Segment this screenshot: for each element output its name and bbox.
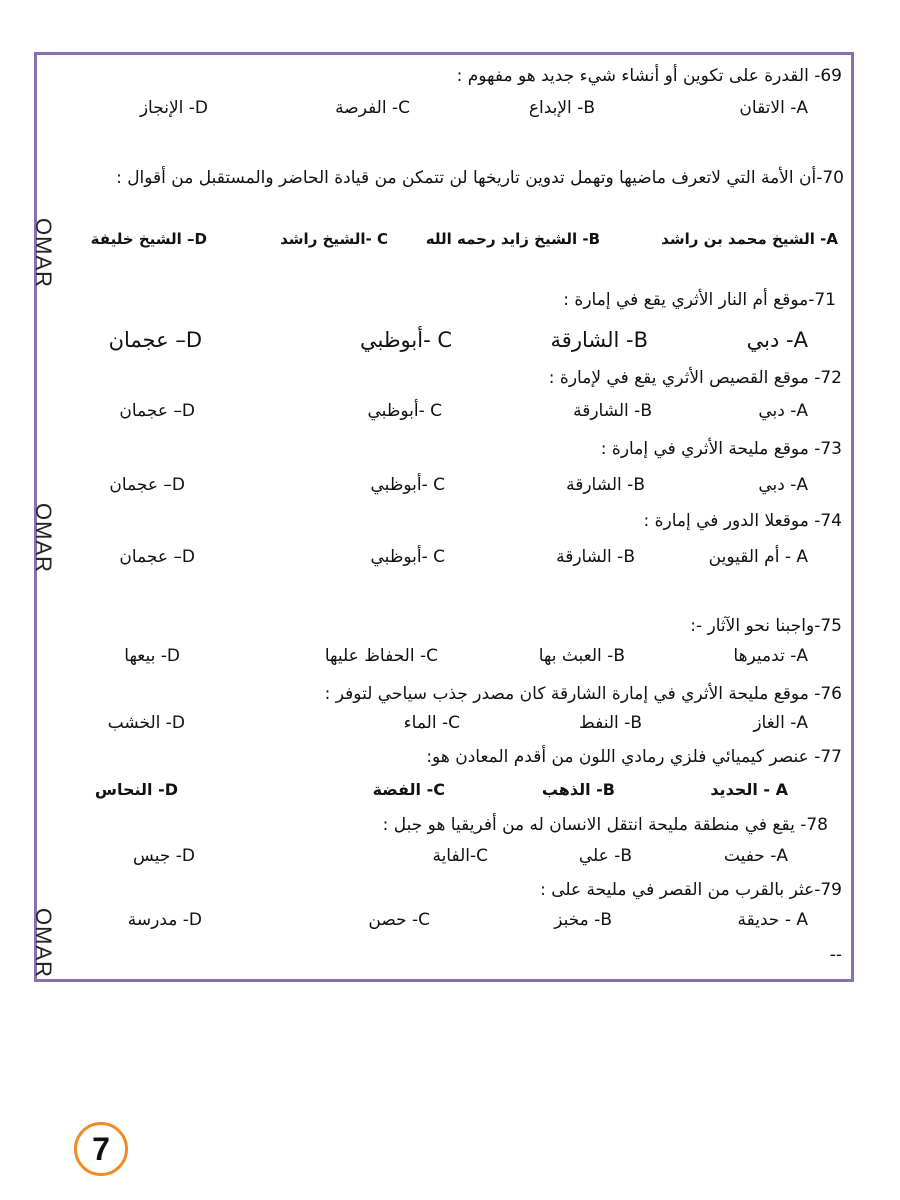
options-73	[0, 475, 900, 505]
option-b[interactable]: B- الذهب	[541, 780, 615, 799]
options-74	[0, 547, 900, 577]
end-mark: --	[829, 945, 842, 965]
question-77: 77- عنصر كيميائي فلزي رمادي اللون من أقدم المعادن هو:	[426, 747, 842, 767]
question-76: 76- موقع مليحة الأثري في إمارة الشارقة كان مصدر جذب سياحي لتوفر :	[324, 684, 842, 704]
option-d[interactable]: D- جيس	[133, 846, 195, 866]
question-75: 75-واجبنا نحو الآثار -:	[690, 616, 842, 636]
watermark-middle: OMAR	[31, 503, 56, 573]
option-b[interactable]: B- الشارقة	[550, 328, 648, 352]
option-b[interactable]: B- الشارقة	[566, 475, 645, 495]
option-a[interactable]: A- دبي	[758, 401, 808, 421]
question-78: 78- يقع في منطقة مليحة انتقل الانسان له من أفريقيا هو جبل :	[382, 815, 828, 835]
question-70: 70-أن الأمة التي لاتعرف ماضيها وتهمل تدوين تاريخها لن تتمكن من قيادة الحاضر والمستقبل من أقوال :	[116, 168, 844, 188]
option-a[interactable]: A - أم القيوين	[708, 547, 808, 567]
option-d[interactable]: D– عجمان	[119, 401, 195, 421]
page-number: 7	[92, 1130, 110, 1167]
option-b[interactable]: B- الإبداع	[528, 98, 595, 118]
option-d[interactable]: D– عجمان	[108, 328, 202, 352]
option-d[interactable]: D- الإنجاز	[139, 98, 208, 118]
option-b[interactable]: B- الشارقة	[573, 401, 652, 421]
option-d[interactable]: D- مدرسة	[127, 910, 202, 930]
option-c[interactable]: C- الفرصة	[335, 98, 410, 118]
options-69	[0, 98, 900, 128]
options-72	[0, 401, 900, 431]
watermark-top: OMAR	[31, 218, 56, 288]
option-a[interactable]: A - حديقة	[737, 910, 808, 930]
option-b[interactable]: B- مخبز	[554, 910, 612, 930]
option-d[interactable]: D– عجمان	[109, 475, 185, 495]
options-77	[0, 780, 900, 810]
page-number-badge	[74, 1122, 128, 1176]
question-73: 73- موقع مليحة الأثري في إمارة :	[600, 439, 842, 459]
option-b[interactable]: B- علي	[578, 846, 632, 866]
option-b[interactable]: B- العبث بها	[538, 646, 625, 666]
option-d[interactable]: D- الخشب	[107, 713, 185, 733]
option-c[interactable]: C-الفاية	[432, 846, 488, 866]
option-a[interactable]: A- تدميرها	[733, 646, 808, 666]
options-71	[0, 328, 900, 358]
option-b[interactable]: B- الشيخ زايد رحمه الله	[425, 230, 600, 248]
options-70	[0, 230, 900, 260]
option-c[interactable]: C -الشيخ راشد	[280, 230, 388, 248]
option-d[interactable]: D- بيعها	[124, 646, 180, 666]
option-b[interactable]: B- الشارقة	[556, 547, 635, 567]
options-78	[0, 846, 900, 876]
option-a[interactable]: A- الاتقان	[739, 98, 808, 118]
option-b[interactable]: B- النفط	[579, 713, 642, 733]
option-d[interactable]: D- النحاس	[94, 780, 178, 799]
option-a[interactable]: A- الشيخ محمد بن راشد	[661, 230, 838, 248]
option-a[interactable]: A - الحديد	[710, 780, 788, 799]
option-c[interactable]: C -أبوظبي	[367, 401, 442, 421]
option-c[interactable]: C- الماء	[403, 713, 460, 733]
option-c[interactable]: C- الفضة	[372, 780, 445, 799]
option-c[interactable]: C- حصن	[368, 910, 430, 930]
watermark-bottom: OMAR	[31, 908, 56, 978]
options-75	[0, 646, 900, 676]
options-76	[0, 713, 900, 743]
question-72: 72- موقع القصيص الأثري يقع في لإمارة :	[548, 368, 842, 388]
question-74: 74- موقعلا الدور في إمارة :	[643, 511, 842, 531]
option-a[interactable]: A- حفيت	[723, 846, 788, 866]
option-d[interactable]: D– الشيخ خليفة	[90, 230, 207, 248]
option-c[interactable]: C -أبوظبي	[359, 328, 452, 352]
option-a[interactable]: A- دبي	[758, 475, 808, 495]
question-69: 69- القدرة على تكوين أو أنشاء شيء جديد هو مفهوم :	[456, 66, 842, 86]
options-79	[0, 910, 900, 940]
option-c[interactable]: C -أبوظبي	[370, 475, 445, 495]
question-79: 79-عثر بالقرب من القصر في مليحة على :	[540, 880, 842, 900]
option-d[interactable]: D– عجمان	[119, 547, 195, 567]
option-c[interactable]: C -أبوظبي	[370, 547, 445, 567]
option-a[interactable]: A- دبي	[746, 328, 808, 352]
option-c[interactable]: C- الحفاظ عليها	[324, 646, 438, 666]
question-71: 71-موقع أم النار الأثري يقع في إمارة :	[563, 290, 836, 310]
option-a[interactable]: A- الغاز	[753, 713, 808, 733]
